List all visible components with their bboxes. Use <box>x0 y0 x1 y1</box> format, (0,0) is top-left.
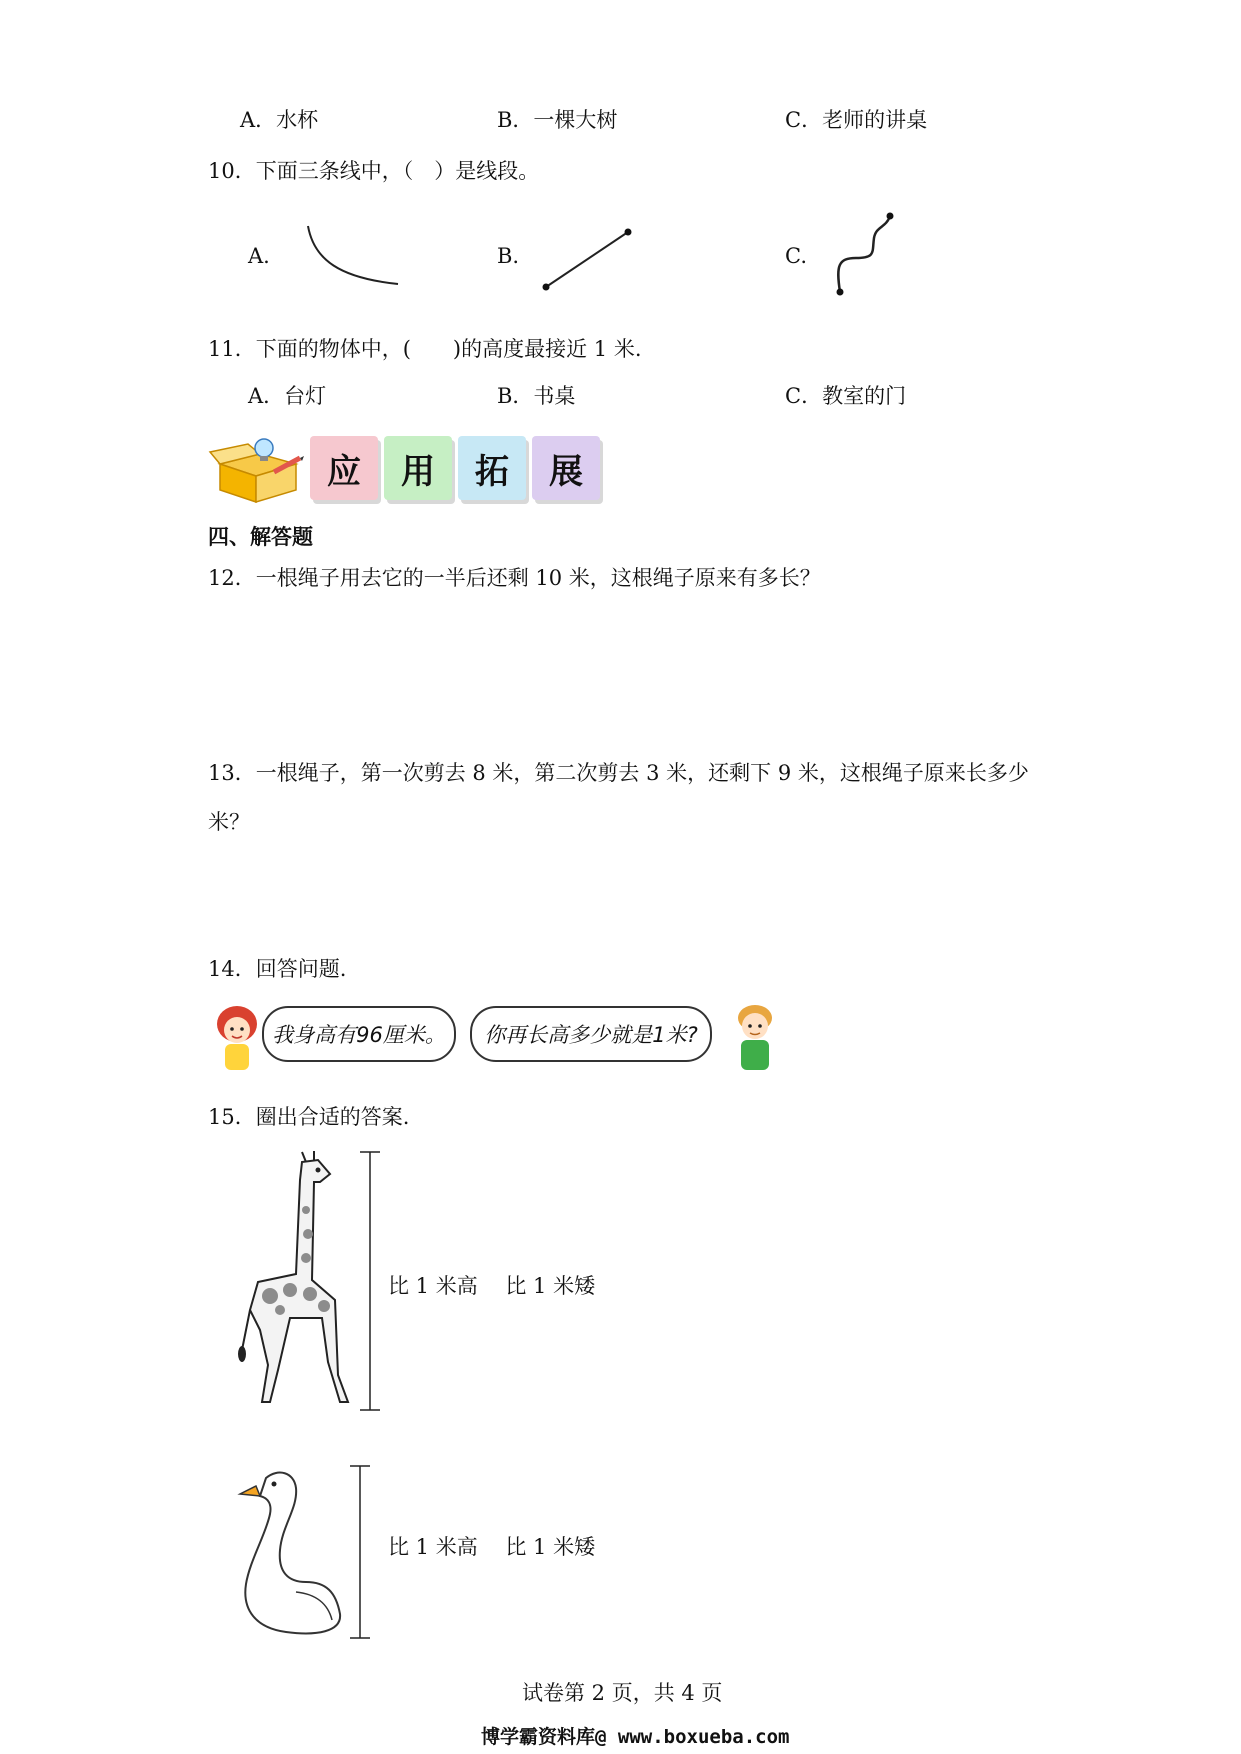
q11-option-a: A．台灯 <box>248 384 327 408</box>
q10-curve-figure <box>300 220 410 290</box>
box-lightbulb-icon <box>208 436 304 506</box>
section-title: 四、解答题 <box>208 525 313 549</box>
q13-question-line1: 13．一根绳子，第一次剪去 8 米，第二次剪去 3 米，还剩下 9 米，这根绳子原来长多少 <box>208 761 1029 785</box>
girl-speech-text: 我身高有96厘米。 <box>272 1023 446 1047</box>
q9-option-c: C．老师的讲桌 <box>785 108 928 132</box>
boy-speech-bubble <box>470 1006 712 1062</box>
page-number: 试卷第 2 页，共 4 页 <box>522 1681 723 1705</box>
banner-tile-3: 拓 <box>458 436 526 500</box>
watermark-text: 博学霸资料库@ www.boxueba.com <box>481 1726 790 1748</box>
boy-avatar <box>732 1002 778 1074</box>
q10-wave-figure <box>828 208 898 300</box>
girl-avatar <box>212 1004 262 1074</box>
girl-speech-bubble <box>262 1006 456 1062</box>
giraffe-height-marker <box>358 1150 382 1412</box>
q15-question: 15．圈出合适的答案. <box>208 1105 410 1129</box>
goose-height-marker <box>348 1464 372 1640</box>
giraffe-answer-choices: 比 1 米高 比 1 米矮 <box>388 1274 596 1298</box>
q9-option-b: B．一棵大树 <box>497 108 618 132</box>
q11-option-c: C．教室的门 <box>785 384 907 408</box>
q10-label-a: A. <box>248 244 270 268</box>
boy-speech-text: 你再长高多少就是1米? <box>484 1023 698 1047</box>
q12-question: 12．一根绳子用去它的一半后还剩 10 米，这根绳子原来有多长？ <box>208 566 821 590</box>
q10-question: 10．下面三条线中，（ ）是线段。 <box>208 159 540 183</box>
banner-tile-4: 展 <box>532 436 600 500</box>
q10-label-b: B. <box>497 244 520 268</box>
q10-label-c: C. <box>785 244 807 268</box>
banner-tile-2: 用 <box>384 436 452 500</box>
q10-segment-figure <box>540 224 640 294</box>
goose-illustration <box>236 1464 366 1640</box>
q11-option-b: B．书桌 <box>497 384 576 408</box>
q9-option-a: A．水杯 <box>240 108 319 132</box>
q14-question: 14．回答问题. <box>208 957 347 981</box>
q13-question-line2: 米？ <box>208 810 250 834</box>
q11-question: 11．下面的物体中，( )的高度最接近 1 米. <box>208 337 642 361</box>
banner-tile-1: 应 <box>310 436 378 500</box>
goose-answer-choices: 比 1 米高 比 1 米矮 <box>388 1535 596 1559</box>
